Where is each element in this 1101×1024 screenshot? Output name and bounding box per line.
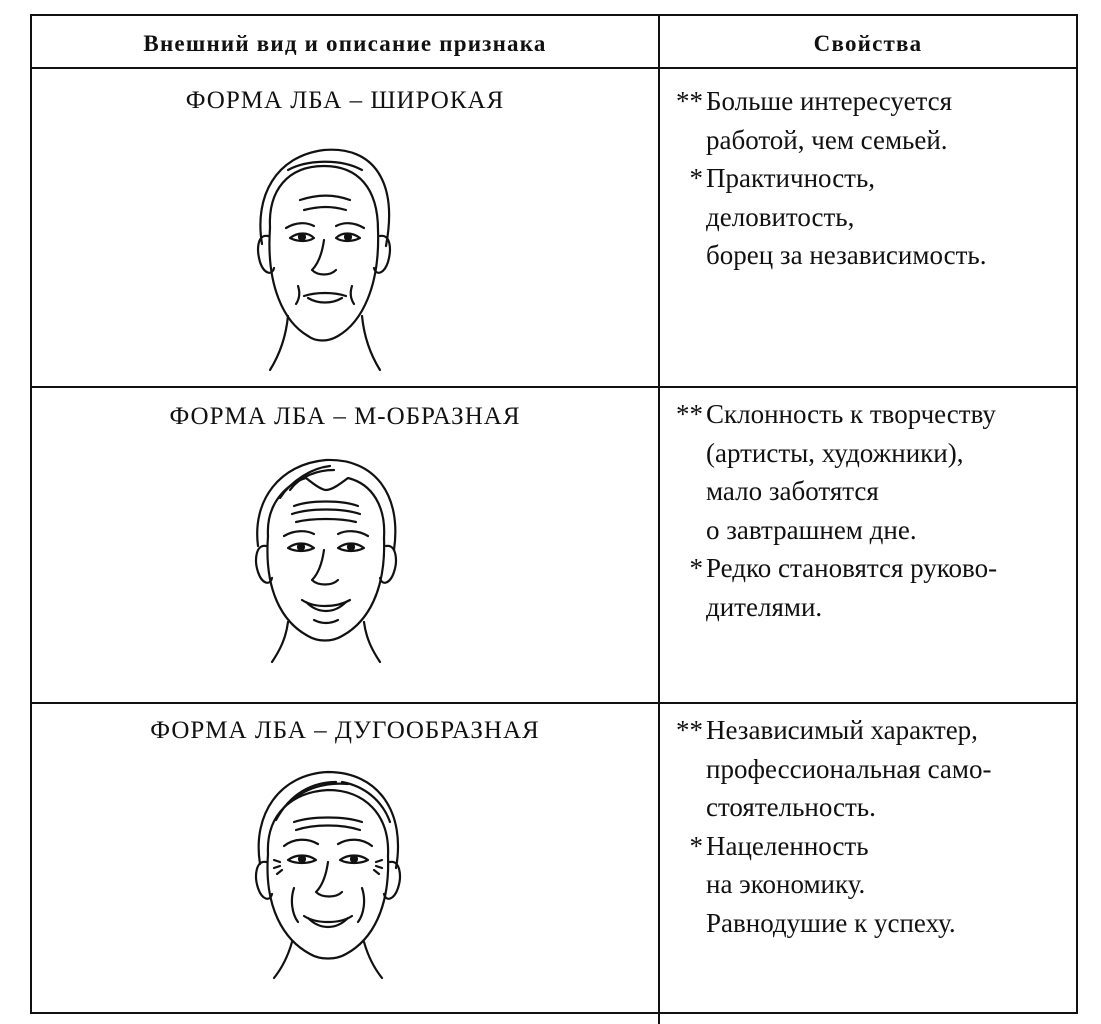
row-3-title: ФОРМА ЛБА – ДУГООБРАЗНАЯ [150,717,540,744]
row-2-title: ФОРМА ЛБА – М-ОБРАЗНАЯ [169,403,521,430]
property-line: Равнодушие к успеху. [706,907,956,938]
property-line: ** Склонность к творчеству [676,399,996,429]
property-line: профессиональная само- [706,753,992,784]
property-line: деловитость, [706,201,855,232]
face-broad-forehead-icon [228,136,418,376]
table-top-border [30,14,1078,16]
header-feature-column: Внешний вид и описание признака [143,31,547,56]
property-line: дителями. [706,591,823,622]
property-line: * Практичность, [689,163,876,193]
property-line: ** Больше интересуется [676,86,953,116]
face-m-shaped-forehead-icon [230,450,420,670]
property-line: мало заботятся [706,476,879,506]
property-line: работой, чем семьей. [706,124,948,155]
property-line: на экономику. [706,869,866,899]
property-line: ** Независимый характер, [676,715,978,745]
property-line: борец за независимость. [706,240,987,270]
property-line: * Редко становятся руково- [689,553,998,583]
row-divider-1 [30,386,1078,388]
table-bottom-border [30,1012,1078,1014]
header-divider [30,67,1078,69]
table-column-divider [658,14,660,1024]
row-divider-2 [30,702,1078,704]
property-line: (артисты, художники), [706,437,964,468]
row-2-properties [666,395,1086,626]
property-line: стоятельность. [706,792,876,822]
row-1-properties [666,82,1086,275]
row-1-title: ФОРМА ЛБА – ШИРОКАЯ [185,87,505,114]
face-arched-forehead-icon [232,764,422,984]
property-line: * Нацеленность [689,830,869,861]
property-line: о завтрашнем дне. [706,514,917,545]
table-left-border [30,14,32,1014]
header-properties-column: Свойства [813,31,923,56]
row-3-properties [666,711,1086,942]
